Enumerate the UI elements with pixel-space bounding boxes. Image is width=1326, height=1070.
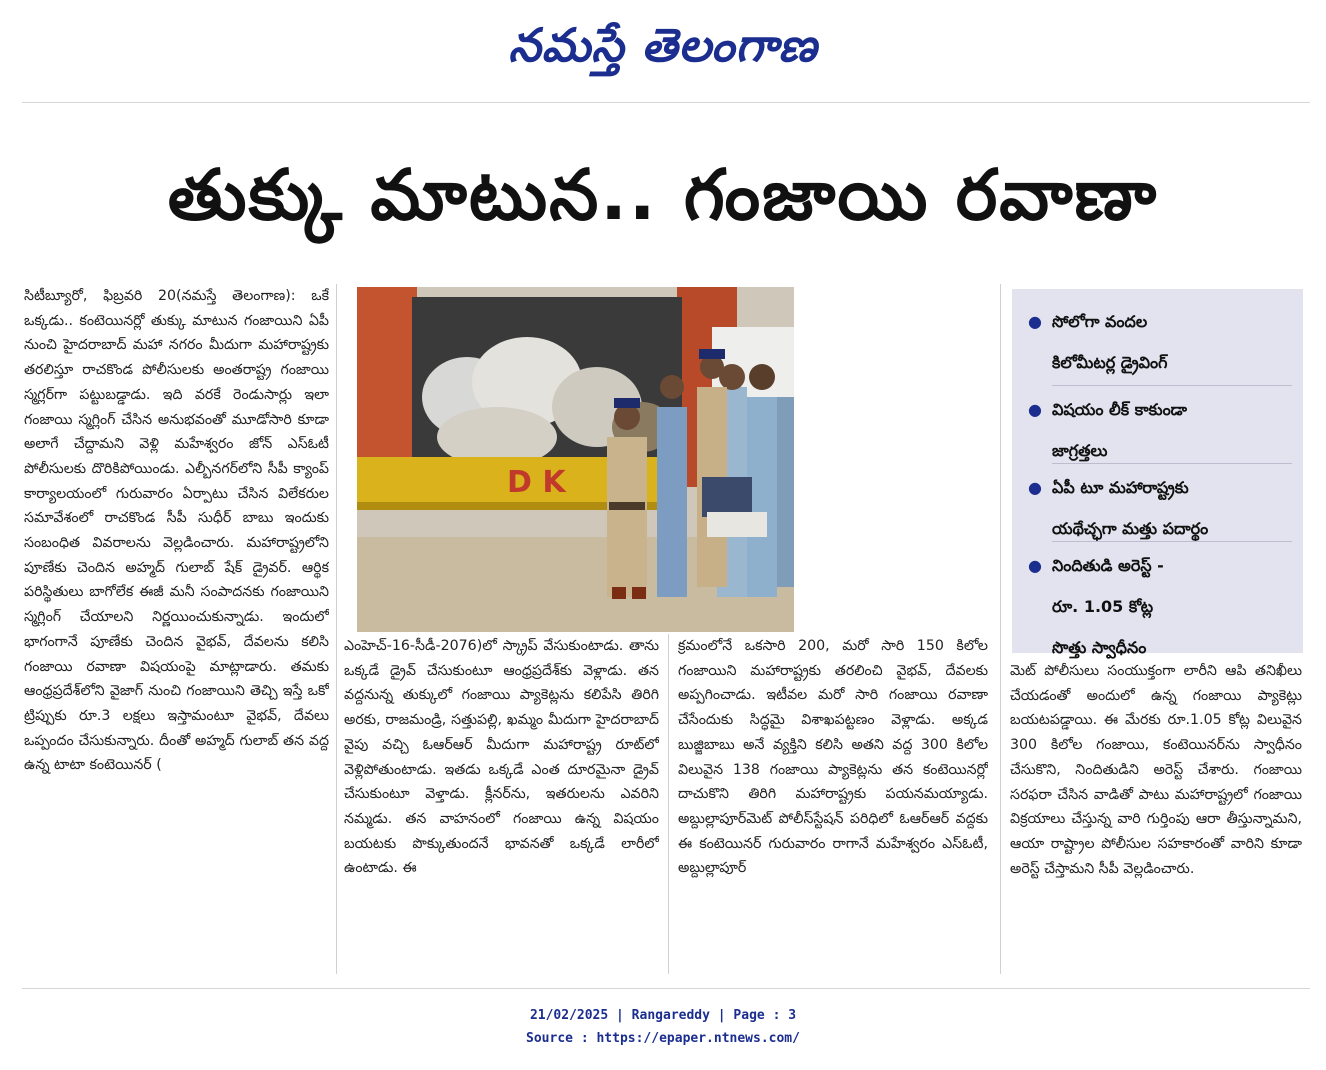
highlight-line: సోలోగా వందల <box>1052 312 1148 331</box>
column-3-text: క్రమంలోనే ఒకసారి 200, మరో సారి 150 కిలోల గంజాయిని మహారాష్ట్రకు తరలించి వైభవ్, దేవలకు అప్పగించాడు. ఇటీవల మరో సారి గంజాయి రవాణా చేసేందుకు సిద్ధమై విశాఖపట్టణం వెళ్లాడు. అక్కడ బుజ్జిబాబు అనే వ్యక్తిని కలిసి అతని వద్ద 300 కిలోల విలువైన 138 గంజాయి ప్యాకెట్లను తన కంటెయినర్లో దాచుకొని తిరిగి మహారాష్ట్రకు పయనమయ్యాడు. అబ్దుల్లాపూర్‌మెట్ పోలీస్‌స్టేషన్ పరిధిలో ఓఆర్‌ఆర్ వద్దకు ఈ కంటెయినర్ గురువారం రాగానే మహేశ్వరం ఎస్‌ఓటీ, అబ్దుల్లాపూర్ <box>678 638 988 877</box>
highlight-line: యథేచ్ఛగా మత్తు పదార్థం <box>1052 519 1209 538</box>
highlight-line: విషయం లీక్ కాకుండా <box>1052 400 1187 419</box>
column-4-text: మెట్ పోలీసులు సంయుక్తంగా లారీని ఆపి తనిఖీలు చేయడంతో అందులో ఉన్న గంజాయి ప్యాకెట్లు బయటపడ్డాయి. ఈ మేరకు రూ.1.05 కోట్ల విలువైన 300 కిలోల గంజాయి, కంటెయినర్‌ను స్వాధీనం చేసుకొని, నిందితుడిని అరెస్ట్ చేశారు. గంజాయి సరఫరా చేసిన వాడితో పాటు మహారాష్ట్రలో గంజాయి విక్రయాలు చేస్తున్న వారి గుర్తింపు ఆరా తీస్తున్నామని, ఆయా రాష్ట్రాల పోలీసుల సహకారంతో వారిని కూడా అరెస్ట్ చేస్తామని సీపీ వెల్లడించారు. <box>1010 663 1302 877</box>
bullet-icon: ● <box>1028 556 1042 575</box>
highlights-box <box>1012 289 1303 657</box>
masthead-logo: నమస్తే తెలంగాణ <box>508 18 818 72</box>
article-column-2 <box>344 634 659 978</box>
highlight-line: ఏపీ టూ మహారాష్ట్రకు <box>1052 478 1189 497</box>
column-divider <box>336 284 337 974</box>
footer-dateline: 21/02/2025 | Rangareddy | Page : 3 <box>529 1008 797 1023</box>
news-photo <box>357 287 794 632</box>
article-column-4 <box>1010 659 1302 978</box>
bullet-icon: ● <box>1028 312 1042 331</box>
highlight-line: రూ. 1.05 కోట్ల <box>1052 597 1154 616</box>
bullet-icon: ● <box>1028 400 1042 419</box>
article-headline: తుక్కు మాటున.. గంజాయి రవాణా <box>167 154 1159 236</box>
highlight-line: సొత్తు స్వాధీనం <box>1052 638 1147 657</box>
highlight-line: కిలోమీటర్ల డ్రైవింగ్ <box>1052 353 1168 372</box>
highlight-divider <box>1052 463 1292 464</box>
column-1-text: సిటీబ్యూరో, ఫిబ్రవరి 20(నమస్తే తెలంగాణ): ఒకే ఒక్కడు.. కంటెయినర్లో తుక్కు మాటున గంజాయిని ఏపీ నుంచి హైదరాబాద్ మహా నగరం మీదుగా మహారాష్ట్రకు తరలిస్తూ రాచకొండ పోలీసులకు అంతరాష్ట్ర గంజాయి స్మగ్లర్‌గా పట్టుబడ్డాడు. ఇది వరకే రెండుసార్లు ఇలా గంజాయి స్మగ్లింగ్ చేసిన అనుభవంతో మూడోసారి కూడా అలాగే చేద్దామని వెళ్లి మహేశ్వరం జోన్ ఎస్‌ఓటీ పోలీసులకు దొరికిపోయిండు. ఎల్బీనగర్‌లోని సీపీ క్యాంప్ కార్యాలయంలో గురువారం ఏర్పాటు చేసిన విలేకరుల సమావేశంలో రాచకొండ సీపీ సుధీర్ బాబు ఇందుకు సంబంధిత వివరాలను వెల్లడించారు. మహారాష్ట్రలోని పూణేకు చెందిన అహ్మద్ గులాబ్ షేక్ డ్రైవర్. ఆర్థిక పరిస్థితులు బాగోలేక ఈజీ మనీ సంపాదనకు గంజాయిని స్మగ్లింగ్ చేయాలని నిర్ణయించుకున్నాడు. ఇందులో భాగంగానే పూణేకు చెందిన వైభవ్, దేవలను కలిసి గంజాయి రవాణా విషయంపై మాట్లాడారు. తమకు ఆంధ్రప్రదేశ్‌లోని వైజాగ్ నుంచి గంజాయిని తెచ్చి ఇస్తే ఒకో ట్రిప్పుకు రూ.3 లక్షలు ఇస్తామంటూ వైభవ్, దేవలు ఒప్పందం చేసుకున్నారు. దీంతో అహ్మద్ గులాబ్ తన వద్ద ఉన్న టాటా కంటెయినర్ ( <box>24 288 329 774</box>
masthead-divider <box>22 102 1310 103</box>
highlight-divider <box>1052 541 1292 542</box>
highlight-line: జాగ్రత్తలు <box>1052 441 1108 460</box>
highlight-item <box>1028 301 1298 383</box>
article-column-1 <box>24 284 329 978</box>
article-column-3 <box>678 634 988 978</box>
column-divider <box>1000 284 1001 974</box>
column-2-text: ఎంహెచ్-16-సీడీ-2076)లో స్క్రాప్ వేసుకుంటాడు. తాను ఒక్కడే డ్రైవ్ చేసుకుంటూ ఆంధ్రప్రదేశ్‌కు వెళ్లాడు. తన వద్దనున్న తుక్కులో గంజాయి ప్యాకెట్లను కలిపేసి తిరిగి అరకు, రాజమండ్రి, సత్తుపల్లి, ఖమ్మం మీదుగా హైదరాబాద్ వైపు వచ్చి ఓఆర్ఆర్ మీదుగా మహారాష్ట్ర రూట్‌లో వెళ్లిపోతుంటాడు. ఇతడు ఒక్కడే ఎంత దూరమైనా డ్రైవ్ చేసుకుంటూ వెళ్తాడు. క్లీనర్‌ను, ఇతరులను ఎవరిని నమ్మడు. తన వాహనంలో గంజాయి ఉన్న విషయం బయటకు పొక్కుతుందనే భావనతో ఒక్కడే లారీలో ఉంటాడు. ఈ <box>344 638 659 877</box>
highlight-item <box>1028 389 1298 471</box>
photo-illustration <box>357 287 794 632</box>
truck-marking: D K <box>507 465 566 500</box>
footer-divider <box>22 988 1310 989</box>
bullet-icon: ● <box>1028 478 1042 497</box>
footer-source-link[interactable]: Source : https://epaper.ntnews.com/ <box>526 1031 800 1046</box>
highlight-item <box>1028 467 1298 549</box>
highlight-divider <box>1052 385 1292 386</box>
highlight-item <box>1028 545 1298 668</box>
highlight-line: నిందితుడి అరెస్ట్ - <box>1052 556 1164 575</box>
column-divider <box>668 634 669 974</box>
